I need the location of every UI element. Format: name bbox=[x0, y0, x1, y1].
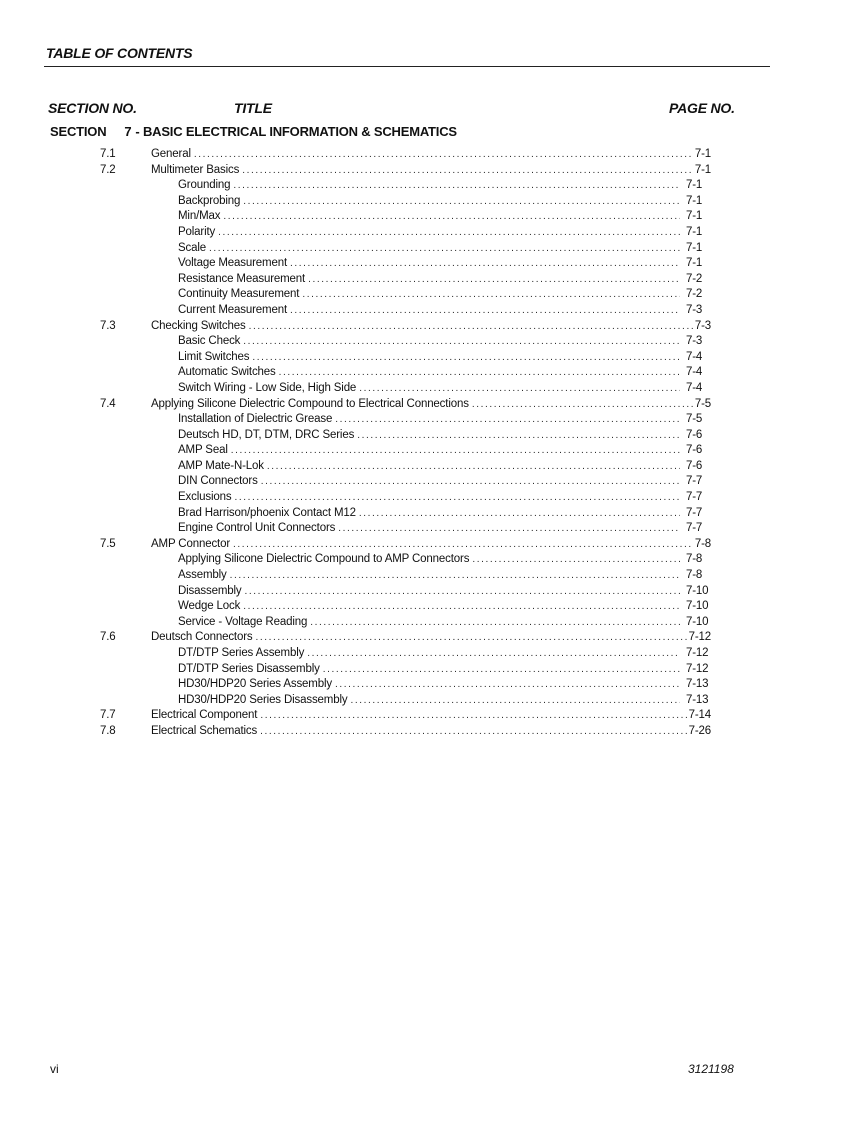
dot-leader bbox=[338, 521, 680, 537]
dot-leader bbox=[335, 677, 680, 693]
toc-entry[interactable] bbox=[0, 552, 866, 568]
toc-entry-title: Scale bbox=[178, 241, 207, 254]
header-divider bbox=[44, 66, 770, 67]
toc-entry-page: 7-8 bbox=[686, 569, 703, 582]
toc-entry[interactable] bbox=[0, 178, 866, 194]
dot-leader bbox=[230, 568, 680, 584]
toc-entry-page: 7-4 bbox=[686, 366, 703, 379]
column-heading-title: TITLE bbox=[234, 100, 272, 116]
toc-entry[interactable] bbox=[0, 615, 866, 631]
toc-entry-page: 7-3 bbox=[694, 319, 711, 332]
toc-entry-page: 7-7 bbox=[686, 522, 703, 535]
dot-leader bbox=[290, 303, 680, 319]
section-title: - BASIC ELECTRICAL INFORMATION & SCHEMATICS bbox=[135, 124, 457, 139]
dot-leader bbox=[335, 412, 680, 428]
toc-entry-title: Installation of Dielectric Grease bbox=[178, 413, 333, 426]
toc-entry-number: 7.2 bbox=[100, 163, 116, 176]
toc-entry-title: Voltage Measurement bbox=[178, 257, 288, 270]
toc-entry-title: Electrical Component bbox=[151, 709, 258, 722]
toc-entry[interactable] bbox=[0, 381, 866, 397]
toc-entry-title: Automatic Switches bbox=[178, 366, 276, 379]
dot-leader bbox=[223, 209, 680, 225]
dot-leader bbox=[359, 506, 680, 522]
toc-entry-page: 7-12 bbox=[686, 662, 709, 675]
toc-entry-page: 7-1 bbox=[686, 179, 703, 192]
toc-entry-page: 7-7 bbox=[686, 475, 703, 488]
toc-entry-number: 7.7 bbox=[100, 709, 116, 722]
toc-entry-title: Exclusions bbox=[178, 491, 232, 504]
toc-entry-page: 7-6 bbox=[686, 428, 703, 441]
toc-entry-title: AMP Mate-N-Lok bbox=[178, 459, 264, 472]
page-header-title: TABLE OF CONTENTS bbox=[46, 45, 193, 61]
toc-entry[interactable] bbox=[0, 584, 866, 600]
toc-entry-page: 7-13 bbox=[686, 693, 709, 706]
toc-entry-page: 7-7 bbox=[686, 506, 703, 519]
toc-entry-number: 7.1 bbox=[100, 148, 116, 160]
toc-entry-page: 7-6 bbox=[686, 444, 703, 457]
toc-list bbox=[0, 147, 866, 740]
toc-entry-page: 7-1 bbox=[686, 241, 703, 254]
toc-entry-title: Multimeter Basics bbox=[151, 163, 240, 176]
section-number: 7 bbox=[124, 124, 132, 139]
dot-leader bbox=[279, 365, 680, 381]
dot-leader bbox=[260, 724, 686, 740]
dot-leader bbox=[308, 272, 680, 288]
toc-entry[interactable] bbox=[0, 428, 866, 444]
toc-entry[interactable] bbox=[0, 350, 866, 366]
dot-leader bbox=[359, 381, 680, 397]
toc-entry-page: 7-10 bbox=[686, 615, 709, 628]
dot-leader bbox=[323, 662, 680, 678]
toc-entry-page: 7-4 bbox=[686, 381, 703, 394]
toc-entry[interactable] bbox=[0, 319, 866, 335]
toc-entry[interactable] bbox=[0, 147, 866, 163]
toc-entry[interactable] bbox=[0, 521, 866, 537]
toc-entry-title: Electrical Schematics bbox=[151, 724, 258, 737]
toc-entry-title: Engine Control Unit Connectors bbox=[178, 522, 336, 535]
dot-leader bbox=[218, 225, 680, 241]
toc-entry[interactable] bbox=[0, 568, 866, 584]
toc-entry-number: 7.5 bbox=[100, 537, 116, 550]
toc-entry-page: 7-5 bbox=[694, 397, 711, 410]
footer-document-number: 3121198 bbox=[688, 1062, 734, 1076]
toc-entry-number: 7.3 bbox=[100, 319, 116, 332]
toc-entry-title: DT/DTP Series Assembly bbox=[178, 647, 305, 659]
dot-leader bbox=[252, 350, 680, 366]
dot-leader bbox=[261, 474, 680, 490]
toc-entry[interactable] bbox=[0, 225, 866, 241]
dot-leader bbox=[260, 708, 686, 724]
section-label: SECTION bbox=[50, 124, 107, 139]
column-heading-section: SECTION NO. bbox=[48, 100, 137, 116]
toc-entry-page: 7-2 bbox=[686, 288, 703, 301]
toc-entry-title: Brad Harrison/phoenix Contact M12 bbox=[178, 506, 356, 519]
toc-entry-page: 7-14 bbox=[688, 709, 711, 722]
toc-entry-page: 7-4 bbox=[686, 350, 703, 363]
dot-leader bbox=[256, 630, 687, 646]
toc-entry[interactable] bbox=[0, 209, 866, 225]
toc-entry[interactable] bbox=[0, 303, 866, 319]
toc-entry-page: 7-1 bbox=[686, 257, 703, 270]
dot-leader bbox=[194, 147, 693, 163]
toc-entry[interactable] bbox=[0, 724, 866, 740]
toc-entry-page: 7-8 bbox=[694, 537, 711, 550]
toc-entry-title: Applying Silicone Dielectric Compound to Electrical Connections bbox=[151, 397, 469, 410]
toc-entry-title: Limit Switches bbox=[178, 350, 250, 363]
dot-leader bbox=[243, 194, 680, 210]
toc-entry[interactable] bbox=[0, 443, 866, 459]
toc-entry-page: 7-13 bbox=[686, 678, 709, 691]
toc-entry-title: AMP Seal bbox=[178, 444, 228, 457]
toc-entry-title: Current Measurement bbox=[178, 303, 287, 316]
dot-leader bbox=[290, 256, 680, 272]
toc-entry[interactable] bbox=[0, 630, 866, 646]
toc-entry[interactable] bbox=[0, 334, 866, 350]
toc-entry-page: 7-1 bbox=[694, 148, 711, 160]
toc-entry-title: HD30/HDP20 Series Assembly bbox=[178, 678, 332, 691]
dot-leader bbox=[233, 537, 693, 553]
dot-leader bbox=[307, 646, 680, 662]
dot-leader bbox=[209, 241, 680, 257]
dot-leader bbox=[242, 163, 693, 179]
toc-entry-title: Resistance Measurement bbox=[178, 272, 306, 285]
dot-leader bbox=[351, 693, 681, 709]
toc-entry-number: 7.4 bbox=[100, 397, 116, 410]
toc-entry[interactable] bbox=[0, 194, 866, 210]
toc-entry-title: Service - Voltage Reading bbox=[178, 615, 308, 628]
dot-leader bbox=[233, 178, 680, 194]
toc-entry-page: 7-12 bbox=[688, 631, 711, 644]
toc-entry-title: AMP Connector bbox=[151, 537, 231, 550]
toc-entry-number: 7.6 bbox=[100, 631, 116, 644]
toc-entry-title: Disassembly bbox=[178, 584, 242, 597]
toc-entry[interactable] bbox=[0, 693, 866, 709]
toc-entry-title: Checking Switches bbox=[151, 319, 246, 332]
toc-entry-title: Grounding bbox=[178, 179, 231, 192]
toc-entry-page: 7-6 bbox=[686, 459, 703, 472]
dot-leader bbox=[310, 615, 680, 631]
dot-leader bbox=[243, 599, 680, 615]
toc-entry-title: Applying Silicone Dielectric Compound to AMP Connectors bbox=[178, 553, 470, 566]
dot-leader bbox=[234, 490, 680, 506]
toc-entry-page: 7-3 bbox=[686, 335, 703, 348]
toc-entry[interactable] bbox=[0, 241, 866, 257]
toc-entry-title: General bbox=[151, 148, 191, 160]
toc-entry-title: Switch Wiring - Low Side, High Side bbox=[178, 381, 357, 394]
toc-entry-title: Assembly bbox=[178, 569, 227, 582]
toc-entry[interactable] bbox=[0, 287, 866, 303]
dot-leader bbox=[472, 552, 680, 568]
toc-entry[interactable] bbox=[0, 163, 866, 179]
dot-leader bbox=[243, 334, 680, 350]
footer-page-number: vi bbox=[50, 1062, 59, 1076]
column-heading-page: PAGE NO. bbox=[669, 100, 735, 116]
dot-leader bbox=[357, 428, 680, 444]
toc-entry[interactable] bbox=[0, 397, 866, 413]
dot-leader bbox=[302, 287, 680, 303]
toc-entry-page: 7-5 bbox=[686, 413, 703, 426]
toc-entry-page: 7-1 bbox=[686, 225, 703, 238]
toc-entry-title: Backprobing bbox=[178, 194, 241, 207]
toc-entry[interactable] bbox=[0, 490, 866, 506]
toc-entry[interactable] bbox=[0, 708, 866, 724]
toc-entry-page: 7-12 bbox=[686, 647, 709, 659]
dot-leader bbox=[472, 397, 693, 413]
toc-entry[interactable] bbox=[0, 272, 866, 288]
toc-entry-page: 7-10 bbox=[686, 600, 709, 613]
toc-entry[interactable] bbox=[0, 506, 866, 522]
toc-entry[interactable] bbox=[0, 474, 866, 490]
toc-entry-page: 7-1 bbox=[694, 163, 711, 176]
toc-entry[interactable] bbox=[0, 537, 866, 553]
toc-entry-title: Deutsch HD, DT, DTM, DRC Series bbox=[178, 428, 355, 441]
toc-entry[interactable] bbox=[0, 256, 866, 272]
toc-entry-title: Deutsch Connectors bbox=[151, 631, 253, 644]
toc-entry-page: 7-10 bbox=[686, 584, 709, 597]
toc-entry-page: 7-7 bbox=[686, 491, 703, 504]
toc-entry-page: 7-8 bbox=[686, 553, 703, 566]
toc-entry[interactable] bbox=[0, 365, 866, 381]
toc-entry-page: 7-1 bbox=[686, 210, 703, 223]
dot-leader bbox=[245, 584, 680, 600]
toc-entry-page: 7-3 bbox=[686, 303, 703, 316]
toc-entry-title: Wedge Lock bbox=[178, 600, 241, 613]
toc-entry[interactable] bbox=[0, 677, 866, 693]
toc-entry[interactable] bbox=[0, 599, 866, 615]
toc-entry-title: HD30/HDP20 Series Disassembly bbox=[178, 693, 348, 706]
toc-entry-title: Basic Check bbox=[178, 335, 241, 348]
dot-leader bbox=[231, 443, 680, 459]
toc-entry-title: Min/Max bbox=[178, 210, 221, 223]
toc-entry-title: DIN Connectors bbox=[178, 475, 258, 488]
toc-entry-page: 7-26 bbox=[688, 724, 711, 737]
section-heading bbox=[50, 124, 457, 139]
toc-entry[interactable] bbox=[0, 412, 866, 428]
toc-entry[interactable] bbox=[0, 662, 866, 678]
toc-entry-title: Polarity bbox=[178, 225, 216, 238]
toc-entry-title: DT/DTP Series Disassembly bbox=[178, 662, 320, 675]
toc-entry-number: 7.8 bbox=[100, 724, 116, 737]
toc-entry-title: Continuity Measurement bbox=[178, 288, 300, 301]
toc-entry[interactable] bbox=[0, 459, 866, 475]
dot-leader bbox=[267, 459, 680, 475]
dot-leader bbox=[249, 319, 693, 335]
toc-entry[interactable] bbox=[0, 646, 866, 662]
toc-entry-page: 7-1 bbox=[686, 194, 703, 207]
toc-entry-page: 7-2 bbox=[686, 272, 703, 285]
